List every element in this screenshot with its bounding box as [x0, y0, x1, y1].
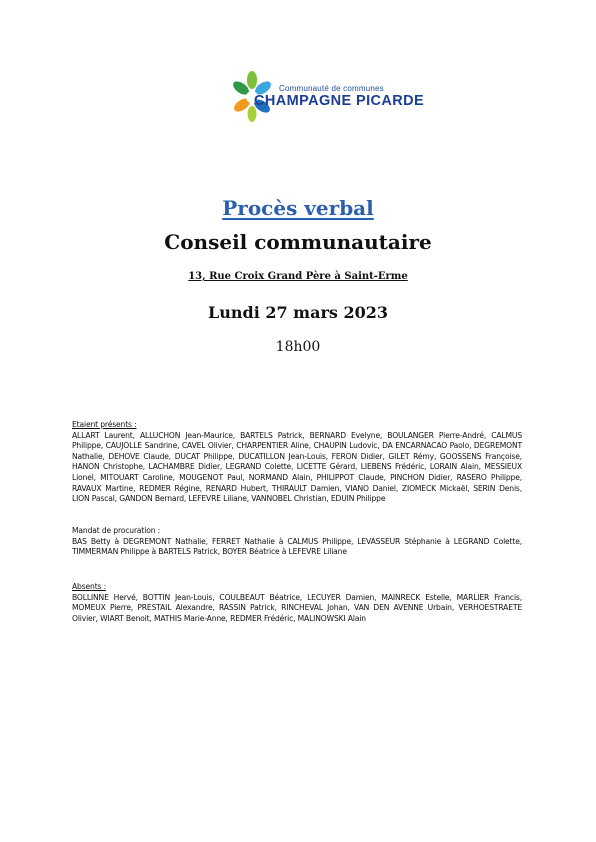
procuration-heading: Mandat de procuration : — [72, 526, 161, 535]
meeting-date: Lundi 27 mars 2023 — [207, 303, 389, 322]
absents-heading: Absents : — [72, 582, 107, 591]
absents-list: BOLLINNE Hervé, BOTTIN Jean-Louis, COULBEAUT Béatrice, LECUYER Damien, MAINRECK Estelle, MARLIER Francis, MOMEUX Pierre, PRESTAIL Alexandre, RASSIN Patrick, RINCHEVAL Johan, VAN DEN AVENNE Urbain, VERHOESTRAETE Olivier, WIART Benoit, MATHIS Marie-Anne, REDMER Frédéric, MALINOWSKI Alain — [72, 592, 522, 623]
meeting-address: 13, Rue Croix Grand Père à Saint-Erme — [188, 271, 408, 282]
presents-section — [72, 420, 522, 505]
document-subtitle: Conseil communautaire — [164, 230, 432, 254]
presents-heading: Etaient présents : — [72, 420, 137, 429]
procuration-list: BAS Betty à DEGREMONT Nathalie, FERRET Nathalie à CALMUS Philippe, LEVASSEUR Stéphanie à LEGRAND Colette, TIMMERMAN Philippe à BARTELS Patrick, BOYER Béatrice à LEFEVRE Liliane — [72, 536, 522, 557]
logo-organization-name: CHAMPAGNE PICARDE — [254, 93, 425, 109]
meeting-time: 18h00 — [275, 339, 321, 355]
organization-logo — [232, 70, 432, 126]
document-title: Procès verbal — [222, 196, 374, 220]
presents-list: ALLART Laurent, ALLUCHON Jean-Maurice, BARTELS Patrick, BERNARD Evelyne, BOULANGER Pierre-André, CALMUS Philippe, CAUJOLLE Sandrine, CAVEL Olivier, CHARPENTIER Aline, CHAUPIN Ludovic, DA ENCARNACAO Paolo, DEGREMONT Nathalie, DEHOVE Claude, DUCAT Philippe, DUCATILLON Jean-Louis, FERON Didier, GILET Rémy, GOOSSENS Françoise, HANON Christophe, LACHAMBRE Didier, LEGRAND Colette, LICETTE Gérard, LIEBENS Frédéric, LORAIN Alain, MESSIEUX Lionel, MITOUART Caroline, MOUGENOT Paul, NORMAND Alain, PHILIPPOT Claude, PINCHON Didier, RASERO Philippe, RAVAUX Martine, REDMER Régine, RENARD Hubert, THIRAULT Damien, VIANO Daniel, ZIOMECK Mickaël, SERIN Denis, LION Pascal, GANDON Bernard, LEFEVRE Liliane, VANNOBEL Christian, EDUIN Philippe — [72, 430, 522, 504]
absents-section — [72, 582, 522, 624]
procuration-section — [72, 526, 522, 558]
logo-organization-type: Communauté de communes — [279, 84, 384, 93]
